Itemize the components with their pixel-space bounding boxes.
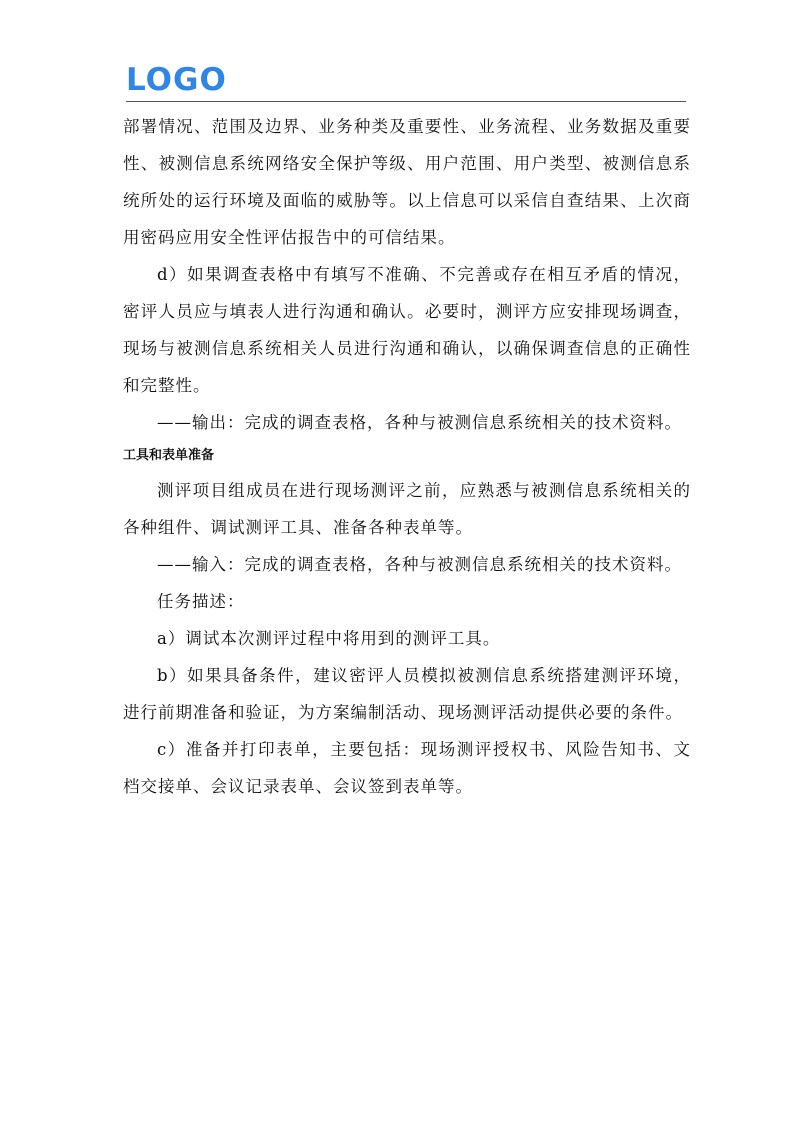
paragraph-item-d: d）如果调查表格中有填写不准确、不完善或存在相互矛盾的情况，密评人员应与填表人进行沟通和确认。必要时，测评方应安排现场调查，现场与被测信息系统相关人员进行沟通和确认，以确保调查信息的正确性和完整性。 xyxy=(123,265,691,395)
paragraph-scope-continuation: 部署情况、范围及边界、业务种类及重要性、业务流程、业务数据及重要性、被测信息系统网络安全保护等级、用户范围、用户类型、被测信息系统所处的运行环境及面临的威胁等。以上信息可以采信自查结果、上次商用密码应用安全性评估报告中的可信结果。 xyxy=(123,117,691,247)
paragraph-input: ——输入：完成的调查表格，各种与被测信息系统相关的技术资料。 xyxy=(157,555,682,574)
section-heading: 工具和表单准备 xyxy=(123,448,215,463)
paragraph-item-b: b）如果具备条件，建议密评人员模拟被测信息系统搭建测评环境，进行前期准备和验证，为方案编制活动、现场测评活动提供必要的条件。 xyxy=(123,666,691,722)
document-body xyxy=(123,108,691,805)
page-header xyxy=(126,64,686,102)
paragraph-output: ——输出：完成的调查表格，各种与被测信息系统相关的技术资料。 xyxy=(157,413,682,432)
paragraph-task-label: 任务描述： xyxy=(157,592,245,611)
logo: LOGO xyxy=(126,62,227,98)
paragraph-tool-prep: 测评项目组成员在进行现场测评之前，应熟悉与被测信息系统相关的各种组件、调试测评工具、准备各种表单等。 xyxy=(123,481,691,537)
paragraph-item-a: a）调试本次测评过程中将用到的测评工具。 xyxy=(157,629,501,648)
paragraph-item-c: c）准备并打印表单，主要包括：现场测评授权书、风险告知书、文档交接单、会议记录表单、会议签到表单等。 xyxy=(123,740,691,796)
